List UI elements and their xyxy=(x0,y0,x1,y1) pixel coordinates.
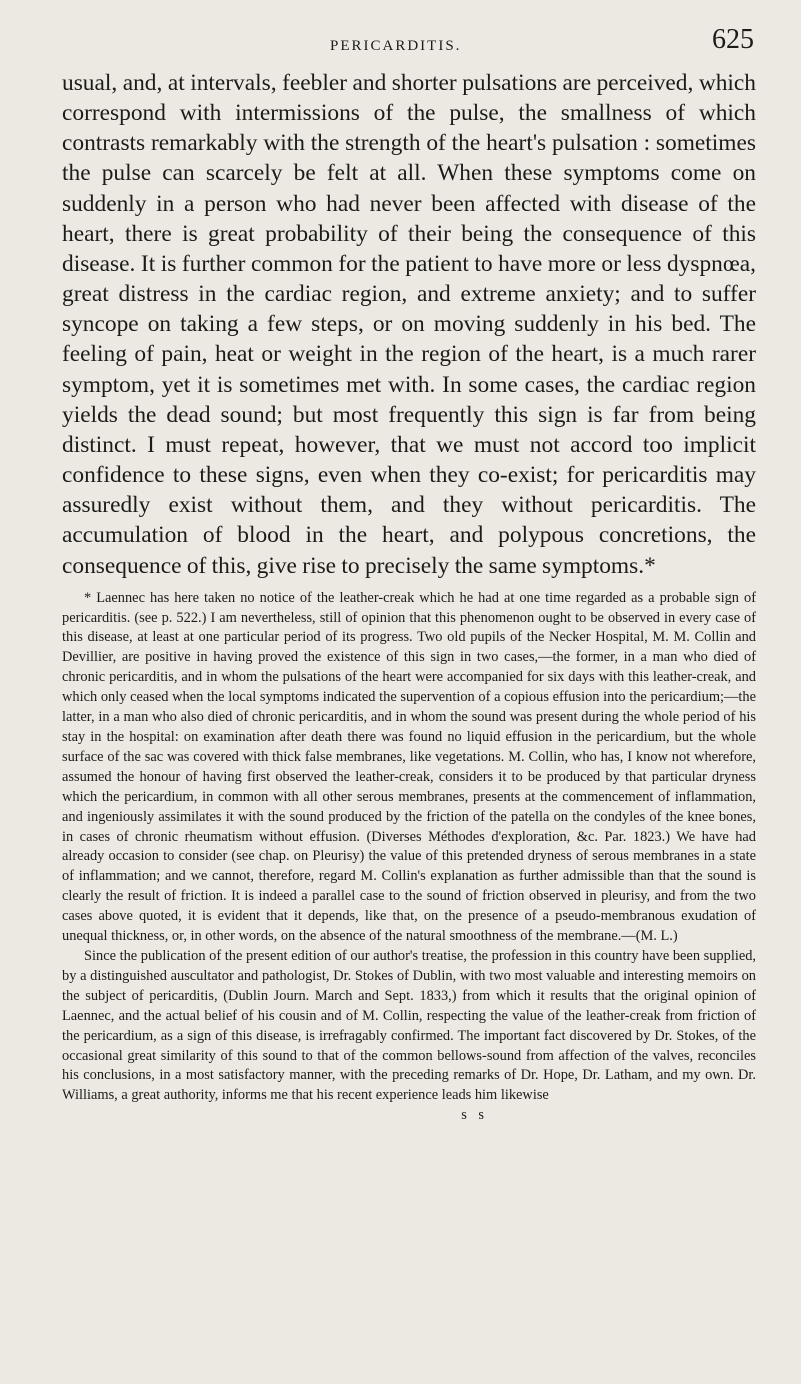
signature-mark: s s xyxy=(461,1107,488,1124)
footnote-block xyxy=(62,589,756,1126)
page-number: 625 xyxy=(712,24,754,55)
running-title: PERICARDITIS. xyxy=(330,38,462,54)
footnote-2: Since the publication of the present edition of our author's treatise, the profession in this country have been supplied, by a distinguished auscultator and pathologist, Dr. Stokes of Dublin, with two most valuable and interesting memoirs on the subject of pericarditis, (Dublin Journ. March and Sept. 1833,) from which it results that the original opinion of Laennec, and the actual belief of his cousin and of M. Collin, respecting the value of the leather-creak from friction of the pericardium, as a sign of this disease, is irrefragably confirmed. The important fact discovered by Dr. Stokes, of the occasional great similarity of this sound to that of the common bellows-sound from affection of the valves, reconciles his conclusions, in a most satisfactory manner, with the preceding remarks of Dr. Hope, Dr. Latham, and my own. Dr. Williams, a great authority, informs me that his recent experience leads him likewise xyxy=(62,947,756,1104)
footnote-1: * Laennec has here taken no notice of the leather-creak which he had at one time regarded as a probable sign of pericarditis. (see p. 522.) I am nevertheless, still of opinion that this phenomenon ought to be observed in every case of this disease, at least at one particular period of its progress. Two old pupils of the Necker Hospital, M. M. Collin and Devillier, are positive in having proved the existence of this sign in two cases,—the former, in a man who died of chronic pericarditis, and in whom the pulsations of the heart were accompanied for six days with this leather-creak, and which only ceased when the local symptoms indicated the supervention of a copious effusion into the pericardium;—the latter, in a man who also died of chronic pericarditis, and in whom the sound was present during the whole period of his stay in the hospital: on examination after death there was found no liquid effusion in the pericardium, but the whole surface of the sac was covered with thick false membranes, like vegetations. M. Collin, who has, I know not wherefore, assumed the honour of having first observed the leather-creak, considers it to be produced by that particular dryness which the pericardium, in common with all other serous membranes, presents at the commencement of inflammation, and ingeniously assimilates it with the sound produced by the friction of the patella on the condyles of the knee bones, in cases of chronic rheumatism without effusion. (Diverses Méthodes d'exploration, &c. Par. 1823.) We have had already occasion to consider (see chap. on Pleurisy) the value of this pretended dryness of serous membranes in a state of inflammation; and we cannot, therefore, regard M. Collin's explanation as further admissible than that the sound is clearly the result of friction. It is indeed a parallel case to the sound of friction observed in pleurisy, and from the two cases above quoted, it is evident that it depends, like that, on the presence of a pseudo-membranous exudation of unequal thickness, or, in other words, on the absence of the natural smoothness of the membrane.—(M. L.) xyxy=(62,589,756,945)
main-paragraph: usual, and, at intervals, feebler and shorter pulsations are perceived, which correspond with intermissions of the pulse, the smallness of which contrasts remarkably with the strength of the heart's pulsation : sometimes the pulse can scarcely be felt at all. When these symptoms come on suddenly in a person who had never been affected with disease of the heart, there is great probability of their being the consequence of this disease. It is further common for the patient to have more or less dyspnœa, great distress in the cardiac region, and extreme anxiety; and to suffer syncope on taking a few steps, or on moving suddenly in his bed. The feeling of pain, heat or weight in the region of the heart, is a much rarer symptom, yet it is sometimes met with. In some cases, the cardiac region yields the dead sound; but most frequently this sign is far from being distinct. I must repeat, however, that we must not accord too implicit confidence to these signs, even when they co-exist; for pericarditis may assuredly exist without them, and they without pericarditis. The accumulation of blood in the heart, and polypous concretions, the consequence of this, give rise to precisely the same symptoms.* xyxy=(62,70,756,579)
page-header xyxy=(62,24,756,68)
